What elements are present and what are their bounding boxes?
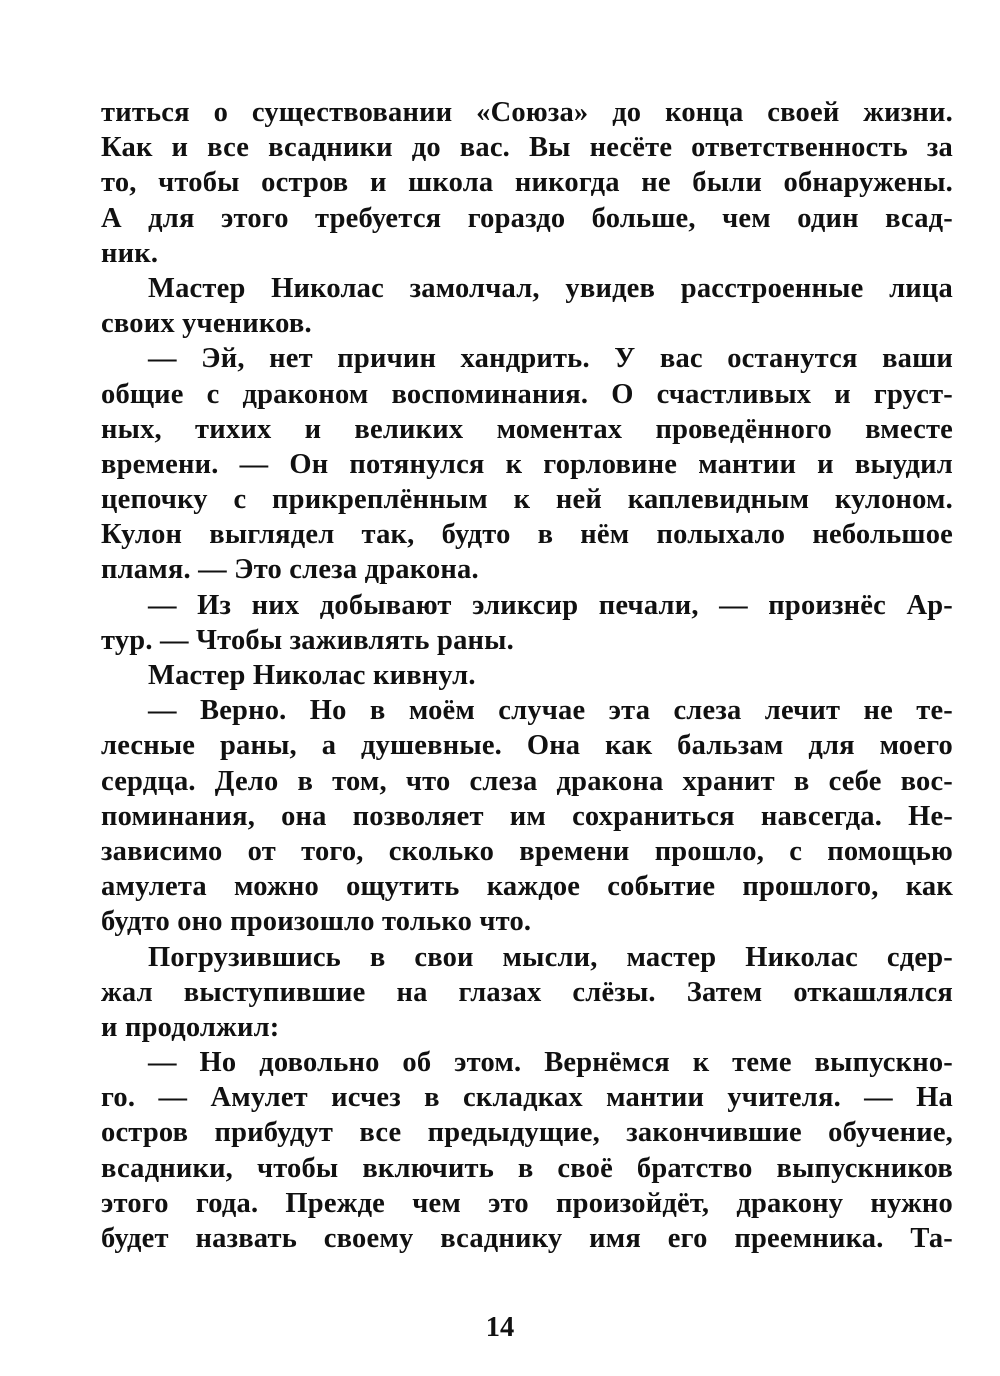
text-line: времени. — Он потянулся к горловине мантии и выудил	[101, 448, 953, 480]
text-line: будто оно произошло только что.	[101, 906, 532, 938]
text-line: своих учеников.	[101, 308, 312, 340]
text-line: общие с драконом воспоминания. О счастливых и груст-	[101, 378, 953, 410]
text-line: остров прибудут все предыдущие, закончившие обучение,	[101, 1117, 953, 1149]
text-line: и продолжил:	[101, 1011, 280, 1043]
text-line: го. — Амулет исчез в складках мантии учителя. — На	[101, 1082, 953, 1114]
text-line: Кулон выглядел так, будто в нём полыхало небольшое	[101, 519, 953, 551]
text-line: пламя. — Это слеза дракона.	[101, 554, 479, 586]
body-text	[101, 95, 953, 1256]
text-line: — Эй, нет причин хандрить. У вас останутся ваши	[148, 343, 953, 375]
text-line: ник.	[101, 237, 159, 269]
text-line: А для этого требуется гораздо больше, чем один всад-	[101, 202, 953, 234]
text-line: жал выступившие на глазах слёзы. Затем откашлялся	[101, 976, 953, 1008]
text-line: тур. — Чтобы заживлять раны.	[101, 624, 514, 656]
text-line: Мастер Николас кивнул.	[148, 660, 476, 691]
text-line: — Но довольно об этом. Вернёмся к теме выпускно-	[148, 1047, 953, 1079]
text-line: этого года. Прежде чем это произойдёт, дракону нужно	[101, 1187, 953, 1219]
text-line: Погрузившись в свои мысли, мастер Николас сдер-	[148, 941, 953, 973]
text-line: будет назвать своему всаднику имя его преемника. Та-	[101, 1223, 953, 1254]
text-line: Мастер Николас замолчал, увидев расстроенные лица	[148, 272, 953, 304]
text-line: всадники, чтобы включить в своё братство выпускников	[101, 1152, 953, 1184]
text-line: амулета можно ощутить каждое событие прошлого, как	[101, 871, 953, 903]
page-number: 14	[485, 1312, 515, 1343]
text-line: цепочку с прикреплённым к ней каплевидным кулоном.	[101, 484, 953, 516]
text-line: — Из них добывают эликсир печали, — произнёс Ар-	[148, 589, 953, 621]
text-line: сердца. Дело в том, что слеза дракона хранит в себе вос-	[101, 765, 953, 797]
text-line: — Верно. Но в моём случае эта слеза лечит не те-	[148, 695, 953, 727]
text-line: лесные раны, а душевные. Она как бальзам для моего	[101, 730, 953, 762]
text-line: ных, тихих и великих моментах проведённого вместе	[101, 413, 953, 445]
text-line: зависимо от того, сколько времени прошло, с помощью	[101, 835, 953, 867]
text-line: Как и все всадники до вас. Вы несёте ответственность за	[101, 132, 953, 164]
text-line: то, чтобы остров и школа никогда не были обнаружены.	[101, 167, 953, 199]
text-line: поминания, она позволяет им сохраниться навсегда. Не-	[101, 800, 953, 832]
text-line: титься о существовании «Союза» до конца своей жизни.	[101, 97, 953, 128]
